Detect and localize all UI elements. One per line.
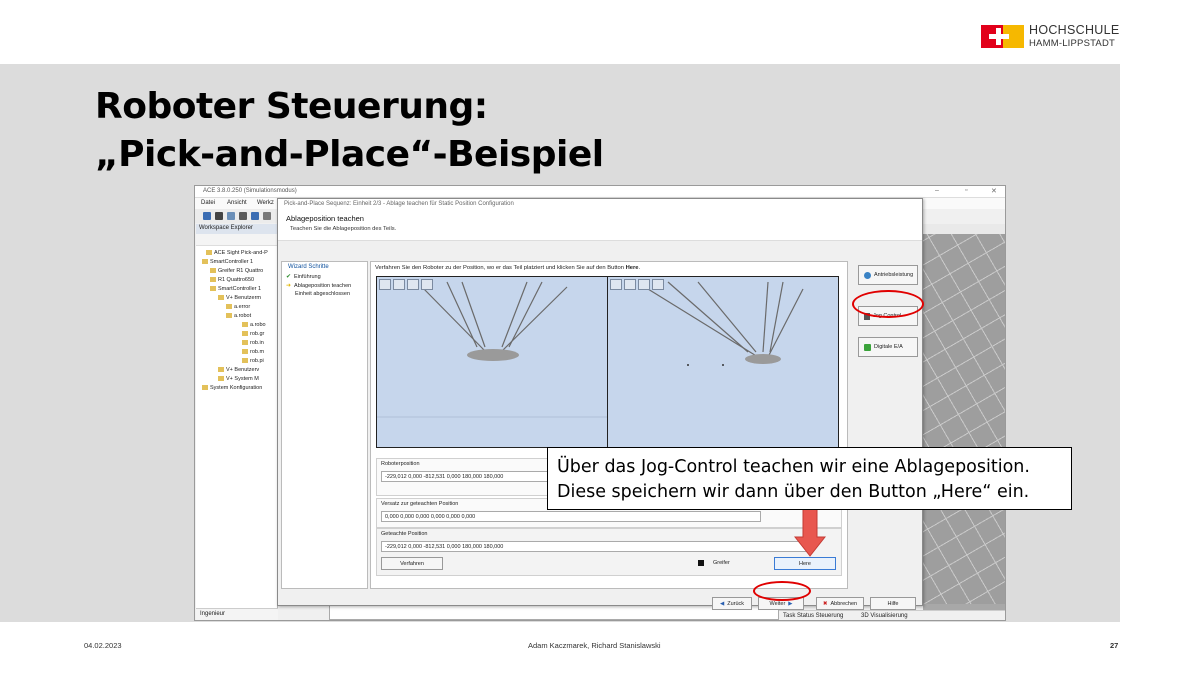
tree-item[interactable]: rob.pi (242, 358, 264, 364)
step-finished: Einheit abgeschlossen (295, 291, 351, 297)
digital-io-button[interactable] (858, 337, 918, 357)
arrow-down-icon (794, 507, 826, 557)
logo-mark-icon (981, 25, 1024, 48)
gripper-label: Greifer (713, 560, 730, 566)
settings-icon[interactable] (263, 212, 271, 220)
pan-icon[interactable] (407, 279, 419, 290)
wizard-steps-panel (281, 261, 368, 589)
logo-line2: HAMM-LIPPSTADT (1029, 37, 1116, 49)
tab-3d-visualization[interactable]: 3D Visualisierung (861, 613, 908, 619)
footer-date: 04.02.2023 (84, 641, 122, 650)
pan-icon[interactable] (638, 279, 650, 290)
tree-item[interactable]: a.robot (226, 313, 251, 319)
taught-position-label: Geteachte Position (381, 531, 428, 537)
tree-item[interactable]: rob.m (242, 349, 264, 355)
next-button[interactable]: Weiter ▶ (758, 597, 804, 610)
app-titlebar (195, 186, 1006, 198)
here-button[interactable]: Here (774, 557, 836, 570)
callout-line2: Diese speichern wir dann über den Button „Here“ ein. (557, 482, 1030, 502)
pointer-icon[interactable] (393, 279, 405, 290)
tree-item[interactable]: a.robo (242, 322, 266, 328)
step-teach-place: ➜ Ablageposition teachen (282, 281, 367, 290)
network-icon[interactable] (227, 212, 235, 220)
bottom-tabs (779, 610, 1006, 621)
robot-view-right[interactable] (607, 276, 839, 448)
title-line1: Roboter Steuerung: (95, 86, 488, 127)
tree-item[interactable]: Greifer R1 Quattro (210, 268, 263, 274)
tree-item[interactable]: V+ Benutzerm (218, 295, 261, 301)
tree-item[interactable]: System Konfiguration (202, 385, 262, 391)
taught-position-field[interactable]: -229,012 0,000 -812,531 0,000 180,000 180,000 (381, 541, 813, 552)
pointer-icon[interactable] (624, 279, 636, 290)
next-button-highlight (753, 581, 811, 601)
view-fit-icon[interactable] (379, 279, 391, 290)
logo-line1: HOCHSCHULE (1029, 23, 1120, 37)
jog-control-highlight (852, 290, 924, 318)
university-logo (981, 24, 1120, 48)
tree-item[interactable]: R1 Quattro650 (210, 277, 254, 283)
wizard-dialog (277, 198, 923, 606)
taught-position-group (376, 528, 842, 576)
robot-position-field[interactable]: -229,012 0,000 -812,531 0,000 180,000 180,000 (381, 471, 761, 482)
wizard-content (370, 261, 848, 589)
slide-title (95, 83, 604, 179)
power-icon (864, 272, 871, 279)
ace-screenshot (194, 185, 1006, 621)
wizard-header (278, 211, 922, 241)
rotate-icon[interactable] (652, 279, 664, 290)
callout-line1: Über das Jog-Control teachen wir eine Ablageposition. (557, 457, 1030, 477)
offset-field[interactable]: 0,000 0,000 0,000 0,000 0,000 0,000 (381, 511, 761, 522)
tab-task-status[interactable]: Task Status Steuerung (783, 613, 844, 619)
close-icon[interactable]: ✕ (991, 188, 997, 195)
binoculars-icon[interactable] (215, 212, 223, 220)
footer-authors: Adam Kaczmarek, Richard Stanislawski (528, 641, 661, 650)
move-button[interactable]: Verfahren (381, 557, 443, 570)
maximize-icon[interactable]: ▫ (965, 187, 968, 194)
app-window-title: ACE 3.8.0.250 (Simulationsmodus) (203, 188, 297, 194)
monitor-icon[interactable] (251, 212, 259, 220)
gripper-indicator-icon (698, 560, 704, 566)
back-button[interactable]: ◀ Zurück (712, 597, 752, 610)
cancel-button[interactable]: ✖ Abbrechen (816, 597, 864, 610)
instruction-text: Verfahren Sie den Roboter zu der Position, wo er das Teil platziert und klicken Sie auf den Button Here. (375, 265, 641, 271)
workspace-header: Workspace Explorer (196, 224, 277, 234)
workspace-explorer (196, 224, 278, 620)
digital-io-icon (864, 344, 871, 351)
robot-position-label: Roboterposition (381, 461, 420, 467)
step-introduction: ✔ Einführung (282, 272, 367, 281)
digital-io-label: Digitale E/A (874, 344, 903, 350)
robot-left-drawing (377, 277, 609, 449)
main-toolbar (195, 209, 277, 223)
tree-item[interactable]: ACE Sight Pick-and-P (206, 250, 268, 256)
menu-datei[interactable]: Datei (201, 200, 216, 206)
robot-view-left[interactable] (376, 276, 608, 448)
footer-page-number: 27 (1110, 641, 1119, 650)
steps-header: Wizard Schritte (288, 264, 329, 270)
wizard-subheading: Teachen Sie die Ablageposition des Teils. (290, 226, 397, 232)
wizard-title: Pick-and-Place Sequenz: Einheit 2/3 - Ablage teachen für Static Position Configuration (278, 199, 922, 211)
3d-grid-view[interactable] (923, 234, 1006, 604)
rotate-icon[interactable] (421, 279, 433, 290)
view-fit-icon[interactable] (610, 279, 622, 290)
offset-label: Versatz zur geteachten Position (381, 501, 459, 507)
tree-item[interactable]: V+ Benutzerv (218, 367, 259, 373)
help-button[interactable]: Hilfe (870, 597, 916, 610)
workspace-toolbar (196, 234, 277, 246)
menu-werkzeuge[interactable]: Werkz (257, 200, 274, 206)
drive-power-button[interactable] (858, 265, 918, 285)
drive-power-label: Antriebsleistung (874, 272, 914, 278)
wizard-heading: Ablageposition teachen (286, 214, 364, 223)
tree-item[interactable]: SmartController 1 (202, 259, 253, 265)
menu-ansicht[interactable]: Ansicht (227, 200, 247, 206)
tool-icon[interactable] (239, 212, 247, 220)
save-icon[interactable] (203, 212, 211, 220)
callout-box (547, 447, 1072, 510)
tree-item[interactable]: rob.gr (242, 331, 264, 337)
robot-right-drawing (608, 277, 840, 449)
tree-item[interactable]: V+ System M (218, 376, 259, 382)
minimize-icon[interactable]: – (935, 187, 939, 194)
jog-control-label: Jog Control (873, 313, 902, 319)
title-line2: „Pick-and-Place“-Beispiel (95, 134, 604, 175)
tree-item[interactable]: rob.in (242, 340, 264, 346)
tree-item[interactable]: a.error (226, 304, 250, 310)
workspace-footer-tab[interactable]: Ingenieur (196, 608, 278, 620)
tree-item[interactable]: SmartController 1 (210, 286, 261, 292)
